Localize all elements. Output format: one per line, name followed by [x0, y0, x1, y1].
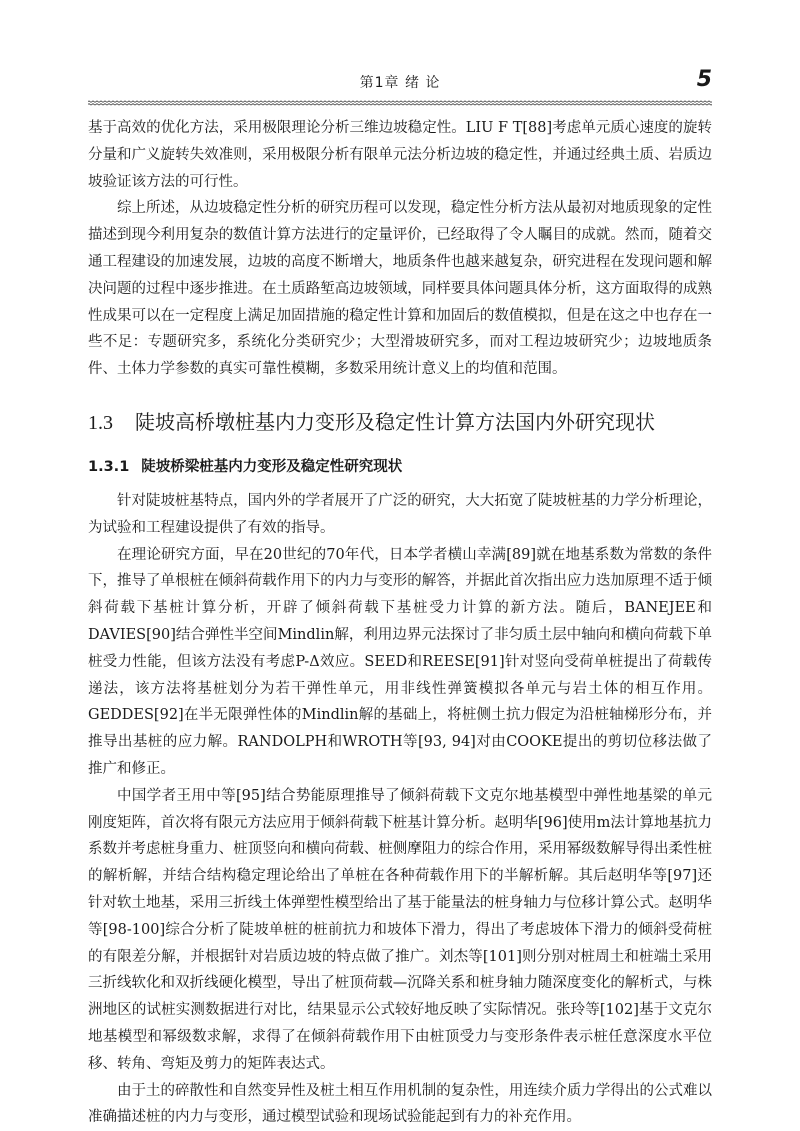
subsection-number: 1.3.1: [88, 458, 130, 475]
running-chapter-title: 第1章 绪 论: [359, 75, 441, 91]
page-header: [88, 67, 712, 96]
section-number: 1.3: [88, 411, 113, 434]
paragraph: 综上所述，从边坡稳定性分析的研究历程可以发现，稳定性分析方法从最初对地质现象的定性描述到现今利用复杂的数值计算方法进行的定量评价，已经取得了令人瞩目的成就。然而，随着交通工程建设的加速发展，边坡的高度不断增大，地质条件也越来越复杂，研究进程在发现问题和解决问题的过程中逐步推进。在土质路堑高边坡领域，同样要具体问题具体分析，这方面取得的成熟性成果可以在一定程度上满足加固措施的稳定性计算和加固后的数值模拟，但是在这之中也存在一些不足：专题研究多，系统化分类研究少；大型滑坡研究多，而对工程边坡研究少；边坡地质条件、土体力学参数的真实可靠性模糊，多数采用统计意义上的均值和范围。: [88, 200, 712, 378]
paragraph: 中国学者王用中等[95]结合势能原理推导了倾斜荷载下文克尔地基模型中弹性地基梁的单元刚度矩阵，首次将有限元方法应用于倾斜荷载下桩基计算分析。赵明华[96]使用m法计算地基抗力系数并考虑桩身重力、桩顶竖向和横向荷载、桩侧摩阻力的综合作用，采用幂级数解导得出柔性桩的解析解，并结合结构稳定理论给出了单桩在各种荷载作用下的半解析解。其后赵明华等[97]还针对软土地基，采用三折线土体弹塑性模型给出了基于能量法的桩身轴力与位移计算公式。赵明华等[98-100]综合分析了陡坡单桩的桩前抗力和坡体下滑力，得出了考虑坡体下滑力的倾斜受荷桩的有限差分解，并根据针对岩质边坡的特点做了推广。刘杰等[101]则分别对桩周土和桩端土采用三折线软化和双折线硬化模型，导出了桩顶荷载—沉降关系和桩身轴力随深度变化的解析式，与株洲地区的试桩实测数据进行对比，结果显示公式较好地反映了实际情况。张玲等[102]基于文克尔地基模型和幂级数求解，求得了在倾斜荷载作用下由桩顶受力与变形条件表示桩任意深度水平位移、转角、弯矩及剪力的矩阵表达式。: [88, 787, 712, 1072]
section-title: 陡坡高桥墩桩基内力变形及稳定性计算方法国内外研究现状: [135, 409, 655, 434]
paragraph: 由于土的碎散性和自然变异性及桩土相互作用机制的复杂性，用连续介质力学得出的公式难以准确描述桩的内力与变形，通过模型试验和现场试验能起到有力的补充作用。: [88, 1082, 712, 1126]
paragraph: 在理论研究方面，早在20世纪的70年代，日本学者横山幸满[89]就在地基系数为常数的条件下，推导了单根桩在倾斜荷载作用下的内力与变形的解答，并据此首次指出应力迭加原理不适于倾斜荷载下基桩计算分析，开辟了倾斜荷载下基桩受力计算的新方法。随后，BANEJEE和DAVIES[90]结合弹性半空间Mindlin解，利用边界元法探讨了非匀质土层中轴向和横向荷载下单桩受力性能，但该方法没有考虑P-Δ效应。SEED和REESE[91]针对竖向受荷单桩提出了荷载传递法，该方法将基桩划分为若干弹性单元，用非线性弹簧模拟各单元与岩土体的相互作用。GEDDES[92]在半无限弹性体的Mindlin解的基础上，将桩侧土抗力假定为沿桩轴梯形分布，并推导出基桩的应力解。RANDOLPH和WROTH等[93, 94]对由COOKE提出的剪切位移法做了推广和修正。: [88, 546, 712, 777]
paragraph: 针对陡坡桩基特点，国内外的学者展开了广泛的研究，大大拓宽了陡坡桩基的力学分析理论，为试验和工程建设提供了有效的指导。: [88, 492, 712, 536]
header-wavy-rule: [88, 100, 712, 106]
paragraph: 基于高效的优化方法，采用极限理论分析三维边坡稳定性。LIU F T[88]考虑单元质心速度的旋转分量和广义旋转失效准则，采用极限分析有限单元法分析边坡的稳定性，并通过经典土质、岩质边坡验证该方法的可行性。: [88, 120, 712, 190]
subsection-heading: [88, 454, 712, 480]
page-number: 5: [696, 67, 712, 92]
page-body: [88, 115, 712, 1131]
section-heading: [88, 407, 712, 438]
subsection-title: 陡坡桥梁桩基内力变形及稳定性研究现状: [141, 458, 403, 475]
